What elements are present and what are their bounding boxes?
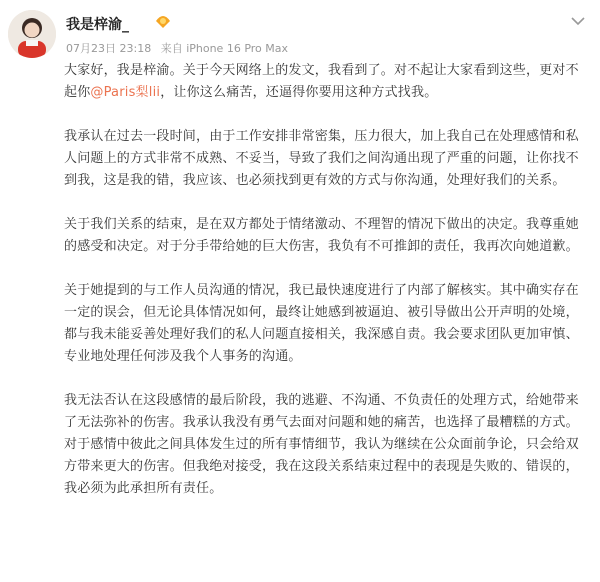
post-meta bbox=[66, 40, 294, 56]
post-date[interactable]: 07月23日 23:18 bbox=[66, 42, 152, 55]
paragraph bbox=[64, 60, 584, 104]
paragraph: 关于我们关系的结束，是在双方都处于情绪激动、不理智的情况下做出的决定。我尊重她的感受和决定。对于分手带给她的巨大伤害，我负有不可推卸的责任，我再次向她道歉。 bbox=[64, 217, 579, 254]
paragraph: 我承认在过去一段时间，由于工作安排非常密集，压力很大，加上我自己在处理感情和私人问题上的方式非常不成熟、不妥当，导致了我们之间沟通出现了严重的问题，让你找不到我，这是我的错，我应该、也必须找到更有效的方式与你沟通，处理好我们的关系。 bbox=[64, 129, 579, 188]
paragraph: 关于她提到的与工作人员沟通的情况，我已最快速度进行了内部了解核实。其中确实存在一定的误会，但无论具体情况如何，最终让她感到被逼迫、被引导做出公开声明的处境，都与我未能妥善处理好我们的私人问题直接相关，我深感自责。我会要求团队更加审慎、专业地处理任何涉及我个人事务的沟通。 bbox=[64, 283, 579, 364]
mention-link[interactable]: @Paris梨lii bbox=[90, 85, 161, 100]
post-header bbox=[8, 8, 592, 58]
paragraph: 我无法否认在这段感情的最后阶段，我的逃避、不沟通、不负责任的处理方式，给她带来了无法弥补的伤害。我承认我没有勇气去面对问题和她的痛苦，也选择了最糟糕的方式。对于感情中彼此之间具体发生过的所有事情细节，我认为继续在公众面前争论，只会给双方带来更大的伤害。但我绝对接受，我在这段关系结束过程中的表现是失败的、错误的，我必须为此承担所有责任。 bbox=[64, 393, 579, 496]
verified-badge-icon bbox=[154, 13, 172, 29]
paragraph-text: 大家好，我是梓渝。关于今天网络上的发文，我看到了。对不起让大家看到这些，更对不起你 bbox=[64, 63, 579, 100]
user-name[interactable]: 我是梓渝_ bbox=[66, 17, 129, 33]
paragraph-text: ，让你这么痛苦，还逼得你要用这种方式找我。 bbox=[160, 85, 438, 100]
post-source: 来自 iPhone 16 Pro Max bbox=[160, 42, 289, 55]
post-body bbox=[64, 60, 584, 522]
more-chevron-icon[interactable] bbox=[570, 12, 586, 24]
avatar[interactable] bbox=[8, 10, 56, 58]
